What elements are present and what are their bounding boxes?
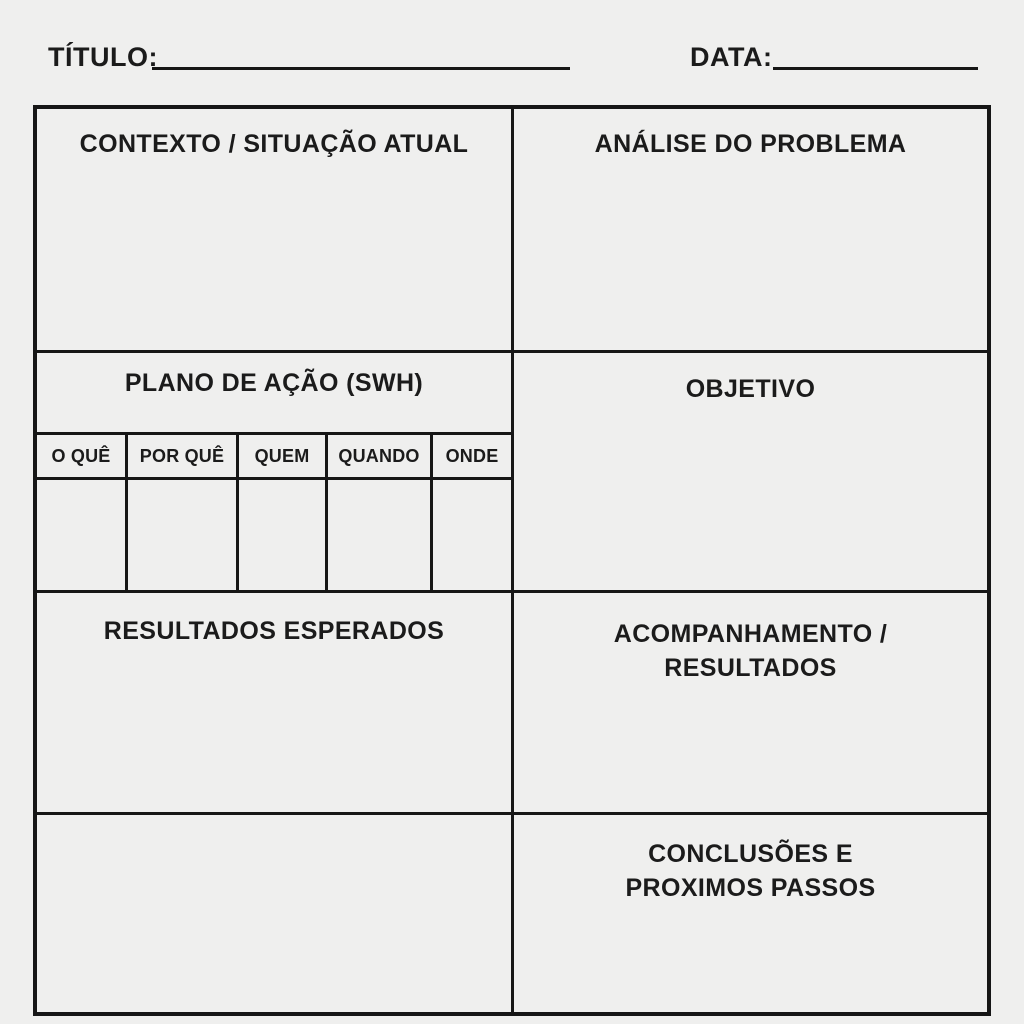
conclusoes-content[interactable] xyxy=(514,905,987,1012)
section-notes-empty xyxy=(37,815,514,1012)
resultados-title: RESULTADOS ESPERADOS xyxy=(103,617,445,645)
swh-table-body-row xyxy=(37,480,511,590)
conclusoes-title xyxy=(514,815,987,905)
title-label: TÍTULO: xyxy=(48,42,158,72)
acompanhamento-content[interactable] xyxy=(514,685,987,812)
analise-content[interactable] xyxy=(514,158,987,350)
contexto-content[interactable] xyxy=(37,158,511,350)
swh-cell-quando[interactable] xyxy=(328,480,433,590)
objetivo-title: OBJETIVO xyxy=(685,375,816,403)
section-acompanhamento xyxy=(514,593,987,815)
swh-cell-o-que[interactable] xyxy=(37,480,128,590)
swh-cell-onde[interactable] xyxy=(433,480,511,590)
acompanhamento-title-line2: RESULTADOS xyxy=(664,654,837,682)
plano-title: PLANO DE AÇÃO (SWH) xyxy=(124,369,424,397)
objetivo-content[interactable] xyxy=(514,403,987,590)
swh-table-header-row xyxy=(37,432,511,480)
section-contexto xyxy=(37,109,514,353)
acompanhamento-title-line1: ACOMPANHAMENTO / xyxy=(613,620,888,648)
conclusoes-title-line1: CONCLUSÕES E xyxy=(648,840,853,868)
swh-col-header-o-que: O QUÊ xyxy=(37,435,128,477)
analise-title: ANÁLISE DO PROBLEMA xyxy=(594,130,907,158)
resultados-content[interactable] xyxy=(37,645,511,812)
date-fill-line[interactable] xyxy=(773,67,978,70)
date-label: DATA: xyxy=(690,42,773,72)
swh-cell-por-que[interactable] xyxy=(128,480,239,590)
swh-col-header-onde: ONDE xyxy=(445,445,499,466)
section-resultados-esperados xyxy=(37,593,514,815)
swh-cell-quem[interactable] xyxy=(239,480,328,590)
contexto-title: CONTEXTO / SITUAÇÃO ATUAL xyxy=(79,130,469,158)
section-conclusoes xyxy=(514,815,987,1012)
section-analise-problema xyxy=(514,109,987,353)
swh-col-header-quem: QUEM xyxy=(239,435,328,477)
swh-col-header-por-que: POR QUÊ xyxy=(128,435,239,477)
conclusoes-title-line2: PROXIMOS PASSOS xyxy=(625,874,876,902)
title-fill-line[interactable] xyxy=(152,67,570,70)
acompanhamento-title xyxy=(514,593,987,685)
swh-col-header-quando: QUANDO xyxy=(328,435,433,477)
notes-content[interactable] xyxy=(37,815,511,1012)
section-objetivo xyxy=(514,353,987,593)
template-grid xyxy=(33,105,991,1016)
section-plano-de-acao xyxy=(37,353,514,593)
